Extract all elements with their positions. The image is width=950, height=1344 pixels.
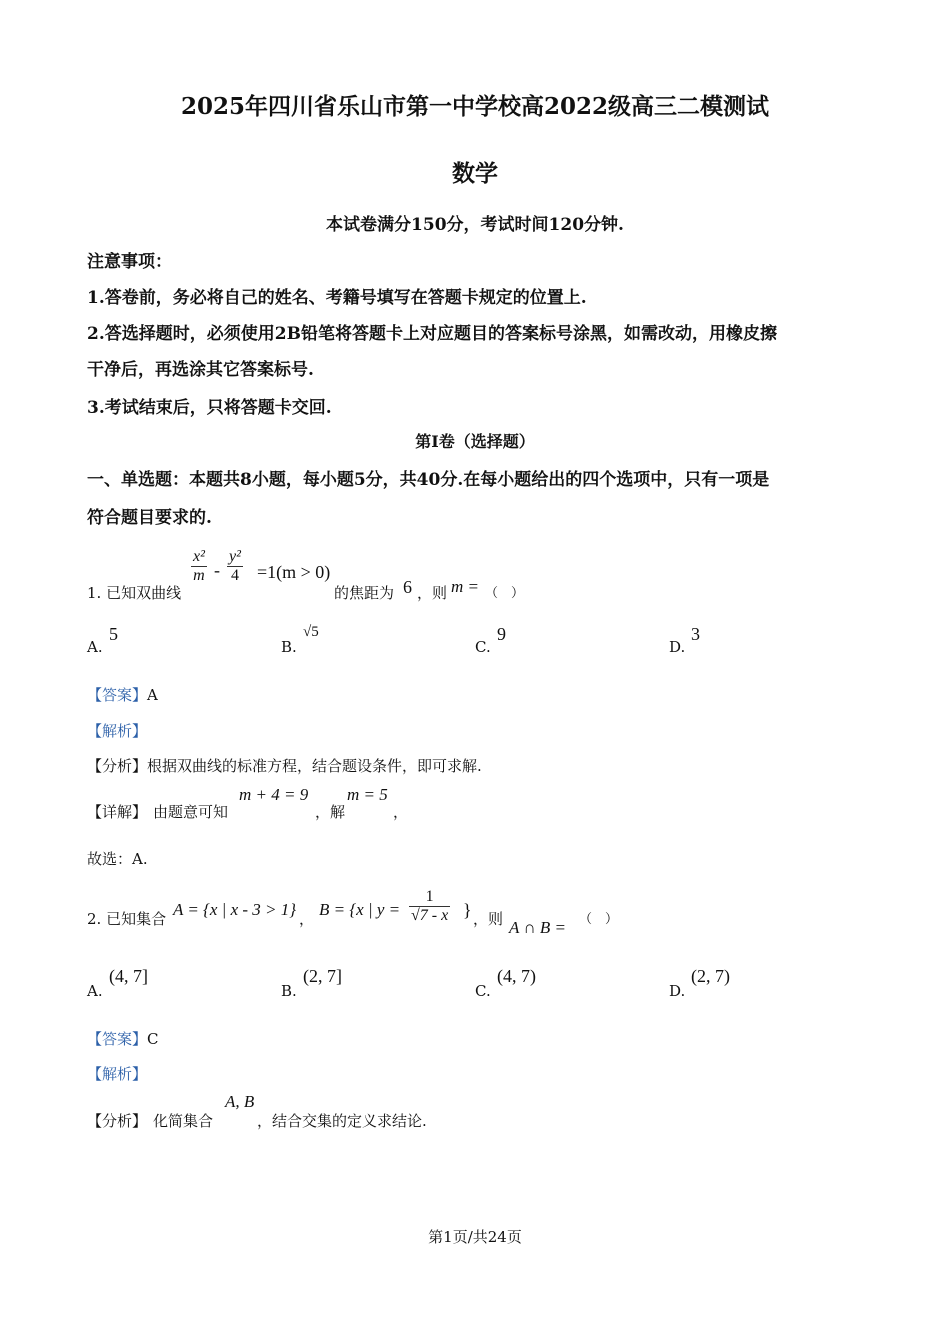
notice-item-2-line-2: 干净后，再选涂其它答案标号.: [87, 360, 314, 380]
q2-set-b-right: }: [463, 900, 472, 920]
question-2: [87, 888, 787, 942]
exam-info: 本试卷满分150分，考试时间120分钟.: [326, 215, 624, 235]
notice-item-1: 1.答卷前，务必将自己的姓名、考籍号填写在答题卡规定的位置上.: [87, 288, 587, 308]
q1-option-b-label: B.: [281, 638, 297, 656]
q2-answer-paren: （ ）: [579, 912, 619, 927]
q1-fraction-y: [227, 548, 243, 585]
q1-answer: A: [147, 686, 158, 704]
subject-title: 数学: [452, 160, 498, 187]
q2-fraction: [409, 888, 450, 925]
q1-fenxi-line: [87, 755, 482, 776]
q1-answer-paren: （ ）: [485, 586, 525, 601]
q2-option-d-label: D.: [669, 982, 686, 1000]
q1-frac1-num: x²: [193, 548, 205, 565]
q1-option-d-label: D.: [669, 638, 686, 656]
q2-option-c-value: (4, 7): [497, 966, 536, 986]
q2-options: [87, 966, 867, 1000]
q1-option-c-label: C.: [475, 638, 491, 656]
q1-option-d-value: 3: [691, 624, 700, 644]
q1-analysis-tag: 【解析】: [87, 722, 148, 740]
q1-analysis-line: [87, 720, 147, 741]
section-intro-line-2: 符合题目要求的.: [87, 508, 212, 528]
q2-fenxi-line: [87, 1092, 587, 1132]
q2-prefix: 2. 已知集合: [87, 910, 167, 928]
q2-fenxi-text-b: ，结合交集的定义求结论.: [257, 1112, 427, 1130]
q1-prefix: 1. 已知双曲线: [87, 584, 182, 602]
q1-option-a-label: A.: [87, 638, 103, 656]
q2-option-b-value: (2, 7]: [303, 966, 342, 986]
q2-analysis-tag: 【解析】: [87, 1065, 148, 1083]
notice-item-3: 3.考试结束后，只将答题卡交回.: [87, 398, 332, 418]
q1-detail-line: [87, 785, 587, 825]
q1-detail-text-b: ，解: [315, 803, 346, 821]
q2-fenxi-text-a: 化简集合: [153, 1112, 214, 1130]
q1-fenxi-tag: 【分析】: [87, 757, 148, 775]
q2-option-d-value: (2, 7): [691, 966, 730, 986]
q1-options: [87, 624, 867, 658]
q2-option-c-label: C.: [475, 982, 491, 1000]
q2-fenxi-sets: A, B: [225, 1092, 255, 1111]
q1-detail-text-c: ，: [393, 803, 409, 821]
q2-intersection: A ∩ B =: [509, 918, 566, 937]
q2-option-a-label: A.: [87, 982, 103, 1000]
q1-answer-tag: 【答案】: [87, 686, 148, 704]
q2-analysis-line: [87, 1063, 147, 1084]
q2-answer-tag: 【答案】: [87, 1030, 148, 1048]
q1-fenxi-text: 根据双曲线的标准方程，结合题设条件，即可求解.: [147, 757, 482, 775]
q2-frac-den: √7 - x: [411, 907, 449, 924]
q2-set-a-expr: A = {x | x - 3 > 1}: [173, 900, 297, 919]
q2-then: ，则: [473, 910, 504, 928]
q1-detail-eq-2: m = 5: [347, 785, 388, 804]
q1-detail-tag: 【详解】: [87, 803, 148, 821]
section-intro-line-1: 一、单选题：本题共8小题，每小题5分，共40分.在每小题给出的四个选项中，只有一项是: [87, 470, 770, 490]
q1-option-a-value: 5: [109, 624, 118, 644]
q2-frac-num: 1: [409, 888, 450, 907]
q2-set-a: [173, 900, 296, 920]
q2-set-b-left: B = {x | y =: [319, 900, 401, 919]
q1-frac1-den: m: [193, 567, 205, 584]
notice-heading: 注意事项：: [87, 252, 172, 272]
q1-then: ，则: [417, 584, 448, 602]
q2-answer-line: [87, 1028, 159, 1049]
q1-answer-line: [87, 684, 158, 705]
q2-option-a-value: (4, 7]: [109, 966, 148, 986]
page-title: 2025年四川省乐山市第一中学校高2022级高三二模测试: [180, 93, 770, 120]
q2-option-b-label: B.: [281, 982, 297, 1000]
q1-option-c-value: 9: [497, 624, 506, 644]
q1-frac2-den: 4: [230, 567, 239, 584]
notice-item-2-line-1: 2.答选择题时，必须使用2B铅笔将答题卡上对应题目的答案标号涂黑，如需改动，用橡皮擦: [87, 324, 777, 344]
q1-detail-text-a: 由题意可知: [153, 803, 229, 821]
q1-detail-eq-1: m + 4 = 9: [239, 785, 309, 804]
q1-m-eq: m =: [451, 577, 479, 596]
q1-conclusion: 故选：A.: [87, 850, 148, 868]
q2-answer: C: [147, 1030, 159, 1048]
q1-frac2-num: y²: [229, 548, 241, 565]
page-footer: 第1页/共24页: [428, 1228, 522, 1246]
q1-fraction-x: [191, 548, 207, 585]
q1-focal-value: 6: [403, 577, 412, 597]
question-1: [87, 546, 887, 606]
part-title: 第I卷（选择题）: [415, 432, 535, 451]
q1-mid-text: 的焦距为: [334, 584, 395, 602]
q1-option-b-value: √5: [303, 624, 319, 640]
q2-fenxi-tag: 【分析】: [87, 1112, 148, 1130]
q1-equation-rest: =1(m > 0): [257, 562, 331, 582]
q1-minus: -: [214, 560, 220, 580]
q2-comma: ，: [299, 910, 315, 928]
